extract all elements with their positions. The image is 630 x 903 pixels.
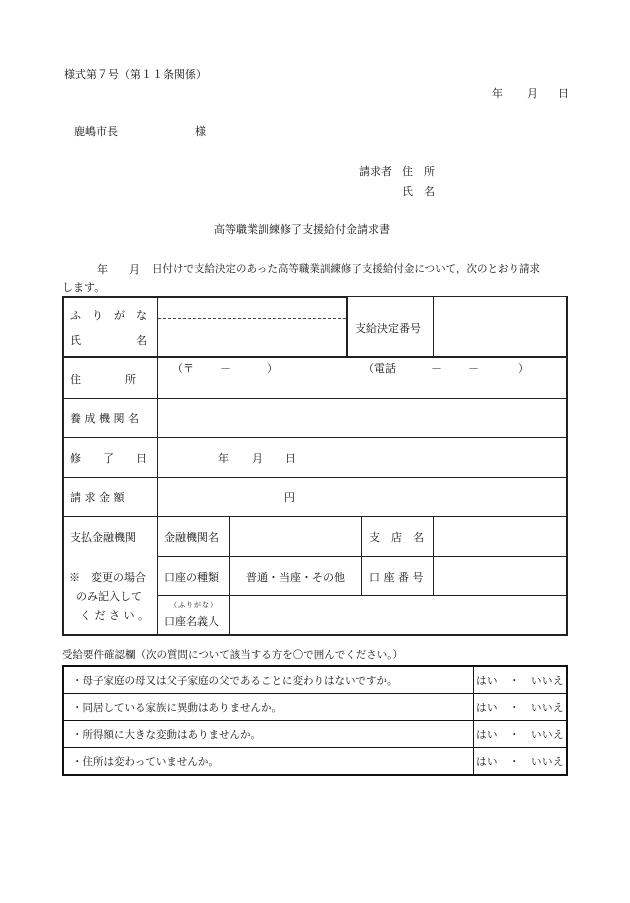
bank-name-label: 金融機関名 [164,531,219,544]
addressee-name: 鹿嶋市長 [74,125,118,138]
phone-dash-2: － [468,362,479,375]
table-row [63,721,567,748]
phone-open: （電話 [363,362,396,375]
applicant-name-label: 氏 名 [402,185,435,198]
bank-label: 支払金融機関 [70,531,136,544]
table-row [63,666,567,694]
bank-note-1: ※ 変更の場合 [69,571,146,584]
form-number: 様式第７号（第１１条関係） [64,68,207,81]
intro-text: 日付けで支給決定のあった高等職業訓練修了支援給付金について，次のとおり請求 [152,263,540,275]
phone-dash-1: － [431,362,442,375]
decision-number-label: 支給決定番号 [355,322,421,335]
account-type-label: 口座の種類 [164,571,219,584]
phone-close: ） [518,362,529,375]
requirement-answer[interactable]: はい ・ いいえ [474,694,568,721]
bank-name-field[interactable] [230,517,360,555]
requirement-question: ・住所は変わっていませんか。 [63,748,474,776]
date-year: 年 [492,87,503,100]
document-title: 高等職業訓練修了支援給付金請求書 [214,223,390,236]
addressee-honorific: 様 [195,125,206,138]
completion-day: 日 [285,452,296,465]
completion-year: 年 [218,452,229,465]
postal-close: ） [267,362,278,375]
name-label: 氏 名 [70,334,147,347]
intro-month: 月 [129,263,140,276]
postal-open: （〒 [172,362,194,375]
requirement-question: ・所得額に大きな変動はありませんか。 [63,721,474,748]
table-row [63,694,567,721]
branch-field[interactable] [434,517,565,555]
requirement-answer[interactable]: はい ・ いいえ [474,666,568,694]
intro-year: 年 [97,263,108,276]
bank-note-3: く だ さ い 。 [80,609,149,622]
requirement-answer[interactable]: はい ・ いいえ [474,721,568,748]
requirement-question: ・同居している家族に異動はありませんか。 [63,694,474,721]
requirements-table [62,665,568,776]
account-type-options[interactable]: 普通・当座・その他 [246,571,345,584]
completion-date-label: 修 了 日 [70,452,147,465]
furigana-label: ふ り が な [70,309,147,322]
amount-unit: 円 [284,491,295,504]
applicant-address-label: 住 所 [402,165,435,178]
account-holder-label: 口座名義人 [164,615,219,628]
table-row [63,748,567,776]
date-month: 月 [527,87,538,100]
completion-month: 月 [252,452,263,465]
account-number-field[interactable] [434,557,565,594]
institution-field[interactable] [158,399,566,436]
requirements-heading: 受給要件確認欄（次の質問について該当する方を〇で囲んでください。） [62,649,404,661]
date-day: 日 [558,87,569,100]
requirement-question: ・母子家庭の母又は父子家庭の父であることに変わりはないですか。 [63,666,474,694]
intro-text-2: します。 [62,281,106,294]
institution-label: 養 成 機 関 名 [70,412,139,425]
name-field[interactable] [158,320,346,356]
bank-note-2: のみ記入して [76,590,142,603]
furigana-field[interactable] [158,299,346,317]
amount-label: 請 求 金 額 [70,491,125,504]
branch-label: 支 店 名 [369,531,424,544]
applicant-role: 請求者 [359,165,392,178]
amount-field[interactable] [158,478,278,515]
account-number-label: 口 座 番 号 [369,571,424,584]
holder-furigana: （ふりがな） [170,601,218,609]
postal-dash: － [220,362,231,375]
requirement-answer[interactable]: はい ・ いいえ [474,748,568,776]
decision-number-field[interactable] [434,298,565,356]
address-field[interactable] [158,376,566,397]
address-label: 住 所 [70,373,136,386]
account-holder-field[interactable] [230,596,565,633]
